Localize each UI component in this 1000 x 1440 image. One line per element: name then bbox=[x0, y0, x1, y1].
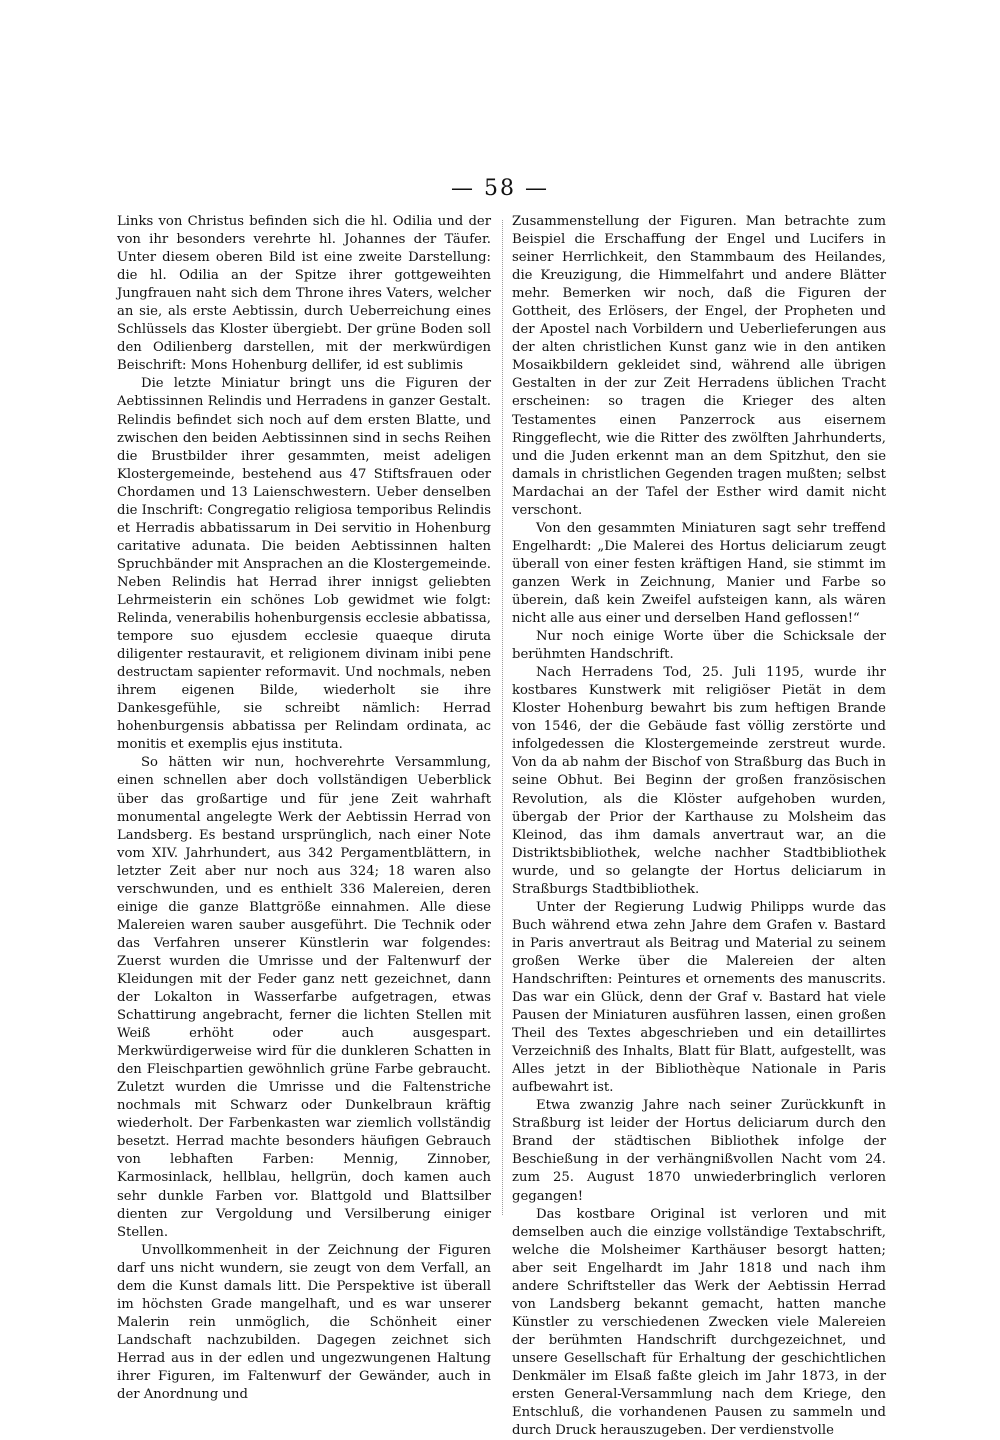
text-column-left bbox=[117, 213, 491, 1404]
text-column-right bbox=[512, 213, 886, 1440]
paragraph: Unvollkommenheit in der Zeichnung der Figuren darf uns nicht wundern, sie zeugt von dem Verfall, an dem die Kunst damals litt. Die Perspektive ist überall im höchsten Grade mangelhaft, und es war unserer Malerin rein unmöglich, die Schönheit einer Landschaft nachzubilden. Dagegen zeichnet sich Herrad aus in der edlen und ungezwungenen Haltung ihrer Figuren, im Faltenwurf der Gewänder, auch in der Anordnung und bbox=[117, 1242, 491, 1403]
page-number: — 58 — bbox=[451, 176, 549, 201]
column-divider bbox=[502, 220, 503, 1215]
paragraph: Nur noch einige Worte über die Schicksale der berühmten Handschrift. bbox=[512, 629, 886, 663]
paragraph: Unter der Regierung Ludwig Philipps wurde das Buch während etwa zehn Jahre dem Grafen v. Bastard in Paris anvertraut als Beitrag und Material zu seinem großen Werke über die Malereien der alten Handschriften: Peintures et ornements des manuscrits. Das war ein Glück, denn der Graf v. Bastard hat viele Pausen der Miniaturen ausführen lassen, einen großen Theil des Textes abgeschrieben und ein detaillirtes Verzeichniß des Inhalts, Blatt für Blatt, aufgestellt, was Alles jetzt in der Bibliothèque Nationale in Paris aufbewahrt ist. bbox=[512, 899, 886, 1096]
paragraph: Etwa zwanzig Jahre nach seiner Zurückkunft in Straßburg ist leider der Hortus deliciarum durch den Brand der städtischen Bibliothek infolge der Beschießung in der verhängnißvollen Nacht vom 24. zum 25. August 1870 unwiederbringlich verloren gegangen! bbox=[512, 1098, 886, 1204]
paragraph: Das kostbare Original ist verloren und mit demselben auch die einzige vollständige Textabschrift, welche die Molsheimer Karthäuser besorgt hatten; aber seit Engelhardt im Jahr 1818 und nach ihm andere Schriftsteller das Werk der Aebtissin Herrad von Landsberg bekannt gemacht, hatten manche Künstler zu verschiedenen Zwecken viele Malereien der berühmten Handschrift durchgezeichnet, und unsere Gesellschaft für Erhaltung der geschichtlichen Denkmäler im Elsaß faßte gleich im Jahr 1873, in der ersten General-Versammlung nach dem Kriege, den Entschluß, die vorhandenen Pausen zu sammeln und durch Druck herauszugeben. Der verdienstvolle bbox=[512, 1206, 886, 1439]
paragraph: Links von Christus befinden sich die hl. Odilia und der von ihr besonders verehrte hl. Johannes der Täufer. Unter diesem oberen Bild ist eine zweite Darstellung: die hl. Odilia an der Spitze ihrer gottgeweihten Jungfrauen naht sich dem Throne ihres Vaters, welcher an sie, als erste Aebtissin, durch Ueberreichung eines Schlüssels das Kloster übergiebt. Der grüne Boden soll den Odilienberg darstellen, mit der merkwürdigen Beischrift: Mons Hohenburg dellifer, id est sublimis bbox=[117, 214, 491, 374]
paragraph: Die letzte Miniatur bringt uns die Figuren der Aebtissinnen Relindis und Herradens in ganzer Gestalt. Relindis befindet sich noch auf dem ersten Blatte, und zwischen den beiden Aebtissinnen sind in sechs Reihen die Brustbilder ihrer gesammten, meist adeligen Klostergemeinde, bestehend aus 47 Stiftsfrauen oder Chordamen und 13 Laienschwestern. Ueber denselben die Inschrift: Congregatio religiosa temporibus Relindis et Herradis abbatissarum in Dei servitio in Hohenburg caritative adunata. Die beiden Aebtissinnen halten Spruchbänder mit Ansprachen an die Klostergemeinde. Neben Relindis hat Herrad ihrer innigst geliebten Lehrmeisterin ein schönes Lob gewidmet wie folgt: Relinda, venerabilis hohenburgensis ecclesie abbatissa, tempore suo ejusdem ecclesie quaeque diruta diligenter restauravit, et religionem divinam inibi pene destructam sapienter reformavit. Und nochmals, neben ihrem eigenen Bilde, wiederholt sie ihre Dankesgefühle, sie schreibt nämlich: Herrad hohenburgensis abbatissa per Relindam ordinata, ac monitis et exemplis ejus instituta. bbox=[117, 376, 491, 753]
paragraph: Zusammenstellung der Figuren. Man betrachte zum Beispiel die Erschaffung der Engel und Lucifers in seiner Herrlichkeit, den Stammbaum des Heilandes, die Kreuzigung, die Himmelfahrt und andere Blätter mehr. Bemerken wir noch, daß die Figuren der Gottheit, des Erlösers, der Engel, der Propheten und der Apostel nach Vorbildern und Ueberlieferungen aus der alten christlichen Kunst ganz wie in den antiken Mosaikbildern gekleidet sind, während alle übrigen Gestalten in der zur Zeit Herradens üblichen Tracht erscheinen: so tragen die Krieger des alten Testamentes einen Panzerrock aus eisernem Ringgeflecht, wie die Ritter des zwölften Jahrhunderts, und die Juden erkennt man an dem Spitzhut, den sie damals in christlichen Gegenden tragen mußten; selbst Mardachai an der Tafel der Esther wird damit nicht verschont. bbox=[512, 214, 886, 518]
paragraph: Von den gesammten Miniaturen sagt sehr treffend Engelhardt: „Die Malerei des Hortus deliciarum zeugt überall von einer festen kräftigen Hand, sie stimmt im ganzen Werk in Zeichnung, Manier und Farbe so überein, daß kein Zweifel aufsteigen kann, als wären nicht alle aus einer und derselben Hand geflossen!“ bbox=[512, 520, 886, 627]
paragraph: Nach Herradens Tod, 25. Juli 1195, wurde ihr kostbares Kunstwerk mit religiöser Pietät in dem Kloster Hohenburg bewahrt bis zum heftigen Brande von 1546, der die Gebäude fast völlig zerstörte und infolgedessen die Klostergemeinde zerstreut wurde. Von da ab nahm der Bischof von Straßburg das Buch in seine Obhut. Bei Beginn der großen französischen Revolution, als die Klöster aufgehoben wurden, übergab der Prior der Karthause zu Molsheim das Kleinod, das ihm damals anvertraut war, an die Distriktsbibliothek, welche nachher Stadtbibliothek wurde, und so gelangte der Hortus deliciarum in Straßburgs Stadtbibliothek. bbox=[512, 665, 886, 897]
paragraph: So hätten wir nun, hochverehrte Versammlung, einen schnellen aber doch vollständigen Ueberblick über das großartige und für jene Zeit wahrhaft monumental angelegte Werk der Aebtissin Herrad von Landsberg. Es bestand ursprünglich, nach einer Note vom XIV. Jahrhundert, aus 342 Pergamentblättern, in letzter Zeit aber nur noch aus 324; 18 waren also verschwunden, und es enthielt 336 Malereien, deren einige die ganze Blattgröße einnahmen. Alle diese Malereien waren sauber ausgeführt. Die Technik oder das Verfahren unserer Künstlerin war folgendes: Zuerst wurden die Umrisse und der Faltenwurf der Kleidungen mit der Feder ganz nett gezeichnet, dann der Lokalton in Wasserfarbe aufgetragen, etwas Schattirung angebracht, ferner die lichten Stellen mit Weiß erhöht oder auch ausgespart. Merkwürdigerweise wird für die dunkleren Schatten in den Fleischpartien gewöhnlich grüne Farbe gebraucht. Zuletzt wurden die Umrisse und die Faltenstriche nochmals mit Schwarz oder Dunkelbraun kräftig wiederholt. Der Farbenkasten war ziemlich vollständig besetzt. Herrad machte besonders häufigen Gebrauch von lebhaften Farben: Mennig, Zinnober, Karmosinlack, hellblau, hellgrün, doch kamen auch sehr dunkle Farben vor. Blattgold und Blattsilber dienten zur Vergoldung und Versilberung einiger Stellen. bbox=[117, 755, 491, 1240]
